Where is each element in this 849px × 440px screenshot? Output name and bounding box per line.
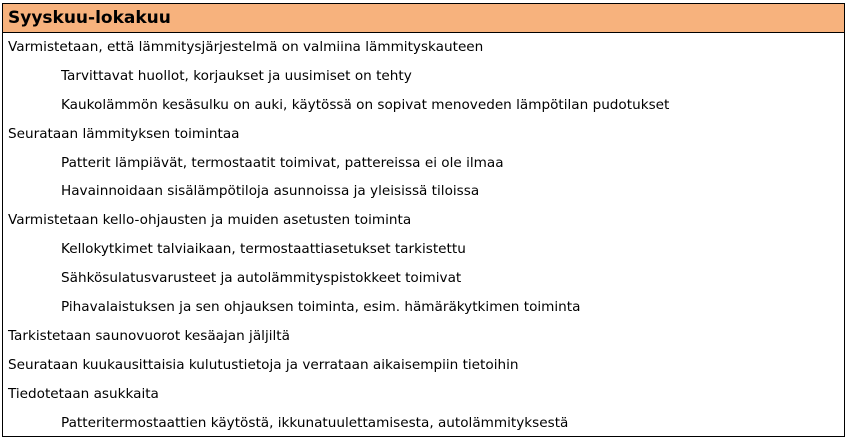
checklist-subtask: Kellokytkimet talviaikaan, termostaattiasetukset tarkistettu: [61, 241, 466, 258]
checklist-rows: [3, 33, 844, 437]
checklist-task: Varmistetaan kello-ohjausten ja muiden asetusten toiminta: [8, 212, 412, 229]
checklist-task: Tarkistetaan saunovuorot kesäajan jäljiltä: [8, 327, 290, 344]
checklist-task: Seurataan kuukausittaisia kulutustietoja ja verrataan aikaisempiin tietoihin: [8, 356, 519, 373]
checklist-table: [2, 3, 845, 437]
checklist-task: Varmistetaan, että lämmitysjärjestelmä on valmiina lämmityskauteen: [8, 39, 484, 55]
checklist-subtask: Patteritermostaattien käytöstä, ikkunatuulettamisesta, autolämmityksestä: [61, 414, 569, 431]
checklist-task: Seurataan lämmityksen toimintaa: [8, 125, 240, 142]
checklist-task: Tiedotetaan asukkaita: [8, 385, 159, 402]
checklist-subtask: Kaukolämmön kesäsulku on auki, käytössä on sopivat menoveden lämpötilan pudotukset: [61, 96, 670, 113]
checklist-subtask: Patterit lämpiävät, termostaatit toimivat, pattereissa ei ole ilmaa: [61, 154, 504, 171]
checklist-subtask: Tarvittavat huollot, korjaukset ja uusimiset on tehty: [61, 67, 412, 84]
checklist-subtask: Sähkösulatusvarusteet ja autolämmityspistokkeet toimivat: [61, 270, 462, 287]
checklist-subtask: Havainnoidaan sisälämpötiloja asunnoissa ja yleisissä tiloissa: [61, 183, 480, 200]
checklist-subtask: Pihavalaistuksen ja sen ohjauksen toiminta, esim. hämäräkytkimen toiminta: [61, 299, 581, 316]
table-header: Syyskuu-lokakuu: [3, 4, 844, 33]
